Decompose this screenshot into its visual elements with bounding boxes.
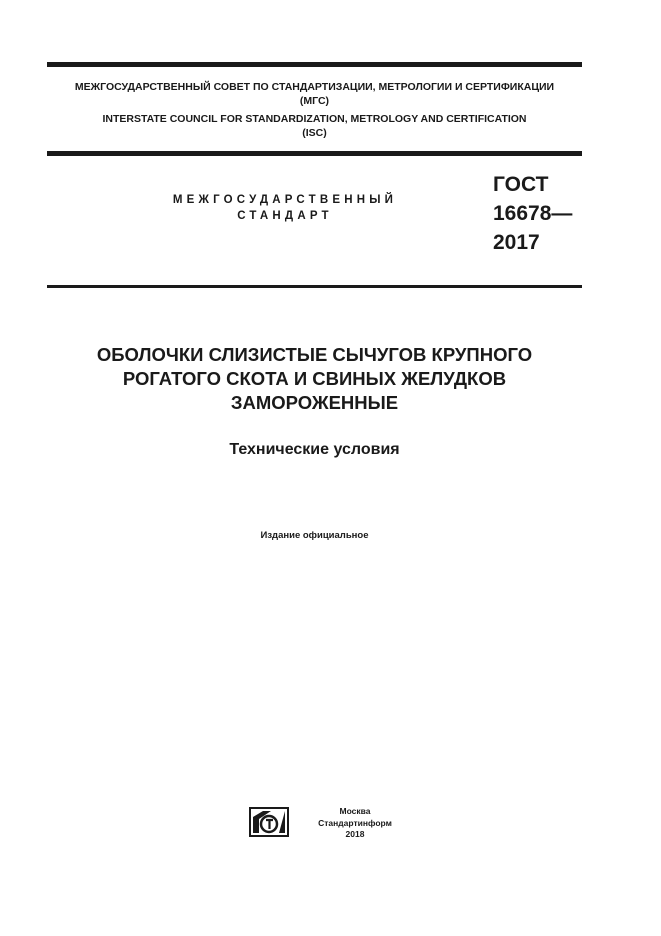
bottom-rule [47,285,582,288]
document-title [47,343,582,415]
publisher-year: 2018 [345,829,365,839]
title-line1: ОБОЛОЧКИ СЛИЗИСТЫЕ СЫЧУГОВ КРУПНОГО [96,344,533,365]
standard-type-line1: МЕЖГОСУДАРСТВЕННЫЙ [172,194,398,206]
council-name-en: INTERSTATE COUNCIL FOR STANDARDIZATION, METROLOGY AND CERTIFICATION [102,113,527,125]
council-abbr-ru: (МГС) [299,95,330,107]
standard-type-line2: СТАНДАРТ [237,210,333,222]
publisher-city: Москва [339,806,371,816]
council-abbr-en: (ISC) [302,127,327,139]
gost-logo-icon [249,807,289,837]
publisher-block [300,806,410,841]
middle-rule [47,151,582,156]
designation-prefix: ГОСТ [493,173,549,196]
top-rule [47,62,582,67]
designation-year: 2017 [493,231,540,254]
council-header [47,80,582,140]
publisher-name: Стандартинформ [318,817,392,828]
document-subtitle: Технические условия [229,441,400,458]
edition-note: Издание официальное [260,530,369,541]
council-name-ru: МЕЖГОСУДАРСТВЕННЫЙ СОВЕТ ПО СТАНДАРТИЗАЦИИ, МЕТРОЛОГИИ И СЕРТИФИКАЦИИ [74,81,555,93]
standard-type-label [150,192,420,224]
title-line2: РОГАТОГО СКОТА И СВИНЫХ ЖЕЛУДКОВ [122,368,507,389]
standard-designation [493,170,572,257]
designation-number: 16678— [493,202,573,225]
title-line3: ЗАМОРОЖЕННЫЕ [230,392,399,413]
